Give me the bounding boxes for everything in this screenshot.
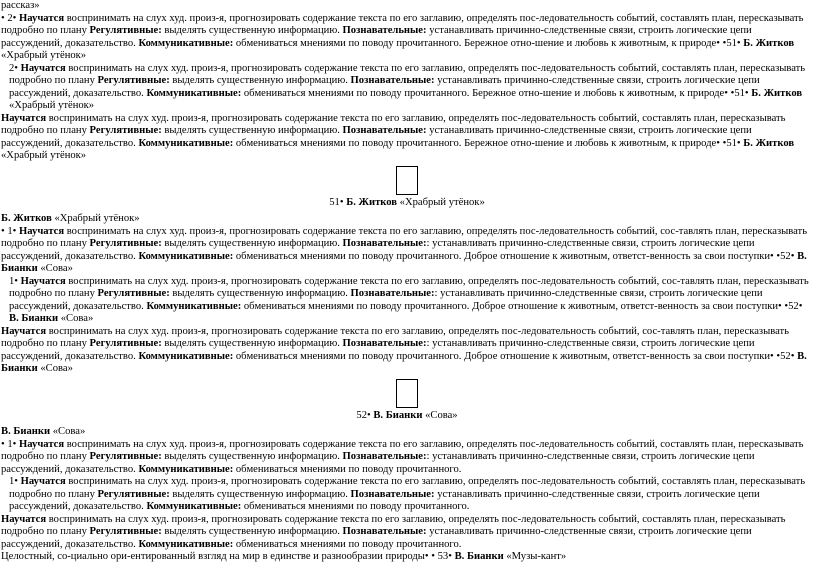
line-top: рассказ» [1,0,40,11]
caption-52: 52• В. Бианки «Сова» [356,409,458,421]
paragraph-52-3: Научатся воспринимать на слух худ. произ-я, прогнозировать содержание текста по его заглавию, определять пос-ледовательность событий, сос-тавлять план, пересказывать подробно по плану Регулятивные: выделять существенную информацию. Познавательные:: устанавливать причинно-следственные связи, строить логические цепи рассуждений, доказательство. Коммуникативные: обмениваться мнениями по поводу прочитанного. Доброе отношение к животным, ответст-венность за свои поступки• •52• В. Бианки «Сова» [1,325,807,374]
paragraph-53-3: Научатся воспринимать на слух худ. произ-я, прогнозировать содержание текста по его заглавию, определять пос-ледовательность событий, составлять план, пересказывать подробно по плану Регулятивные: выделять существенную информацию. Познавательные: устанавливать причинно-следственные связи, строить логические цепи рассуждений, доказательство. Коммуникативные: обмениваться мнениями по поводу прочитанного. [1,513,786,550]
paragraph-51-2: 2• Научатся воспринимать на слух худ. произ-я, прогнозировать содержание текста по его заглавию, определять пос-ледовательность событий, составлять план, пересказывать подробно по плану Регулятивные: выделять существенную информацию. Познавательные: устанавливать причинно-следственные связи, строить логические цепи рассуждений, доказательство. Коммуникативные: обмениваться мнениями по поводу прочитанного. Бережное отно-шение и любовь к животным, к природе• •51• Б. Житков «Храбрый утёнок» [9,62,806,111]
paragraph-52-1: • 1• Научатся воспринимать на слух худ. произ-я, прогнозировать содержание текста по его заглавию, определять пос-ледовательность событий, сос-тавлять план, пересказывать подробно по плану Регулятивные: выделять существенную информацию. Познавательные:: устанавливать причинно-следственные связи, строить логические цепи рассуждений, доказательство. Коммуникативные: обмениваться мнениями по поводу прочитанного. Доброе отношение к животным, ответст-венность за свои поступки• •52• В. Бианки «Сова» [1,225,808,274]
paragraph-51-3: Научатся воспринимать на слух худ. произ-я, прогнозировать содержание текста по его заглавию, определять пос-ледовательность событий, составлять план, пересказывать подробно по плану Регулятивные: выделять существенную информацию. Познавательные: устанавливать причинно-следственные связи, строить логические цепи рассуждений, доказательство. Коммуникативные: обмениваться мнениями по поводу прочитанного. Бережное отно-шение и любовь к животным, к природе• •51• Б. Житков «Храбрый утёнок» [1,112,795,161]
image-placeholder-box [396,166,418,195]
paragraph-52-2: 1• Научатся воспринимать на слух худ. произ-я, прогнозировать содержание текста по его заглавию, определять пос-ледовательность событий, сос-тавлять план, пересказывать подробно по плану Регулятивные: выделять существенную информацию. Познавательные:: устанавливать причинно-следственные связи, строить логические цепи рассуждений, доказательство. Коммуникативные: обмениваться мнениями по поводу прочитанного. Доброе отношение к животным, ответст-венность за свои поступки• •52• В. Бианки «Сова» [9,275,809,324]
caption-51: 51• Б. Житков «Храбрый утёнок» [329,196,485,208]
image-placeholder-box [396,379,418,408]
paragraph-53-1: • 1• Научатся воспринимать на слух худ. произ-я, прогнозировать содержание текста по его заглавию, определять пос-ледовательность событий, составлять план, пересказывать подробно по плану Регулятивные: выделять существенную информацию. Познавательные:: устанавливать причинно-следственные связи, строить логические цепи рассуждений, доказательство. Коммуникативные: обмениваться мнениями по поводу прочитанного. [1,438,804,475]
line-53: Целостный, со-циально ори-ентированный взгляд на мир в единстве и разнообразии природы• • 53• В. Бианки «Музы-кант» [1,551,567,562]
heading-52: В. Бианки «Сова» [1,426,86,437]
paragraph-51-1: • 2• Научатся воспринимать на слух худ. произ-я, прогнозировать содержание текста по его заглавию, определять пос-ледовательность событий, составлять план, пересказывать подробно по плану Регулятивные: выделять существенную информацию. Познавательные: устанавливать причинно-следственные связи, строить логические цепи рассуждений, доказательство. Коммуникативные: обмениваться мнениями по поводу прочитанного. Бережное отно-шение и любовь к животным, к природе• •51• Б. Житков «Храбрый утёнок» [1,12,804,61]
heading-51: Б. Житков «Храбрый утёнок» [1,213,140,224]
paragraph-53-2: 1• Научатся воспринимать на слух худ. произ-я, прогнозировать содержание текста по его заглавию, определять пос-ледовательность событий, составлять план, пересказывать подробно по плану Регулятивные: выделять существенную информацию. Познавательные: устанавливать причинно-следственные связи, строить логические цепи рассуждений, доказательство. Коммуникативные: обмениваться мнениями по поводу прочитанного. [9,476,806,512]
